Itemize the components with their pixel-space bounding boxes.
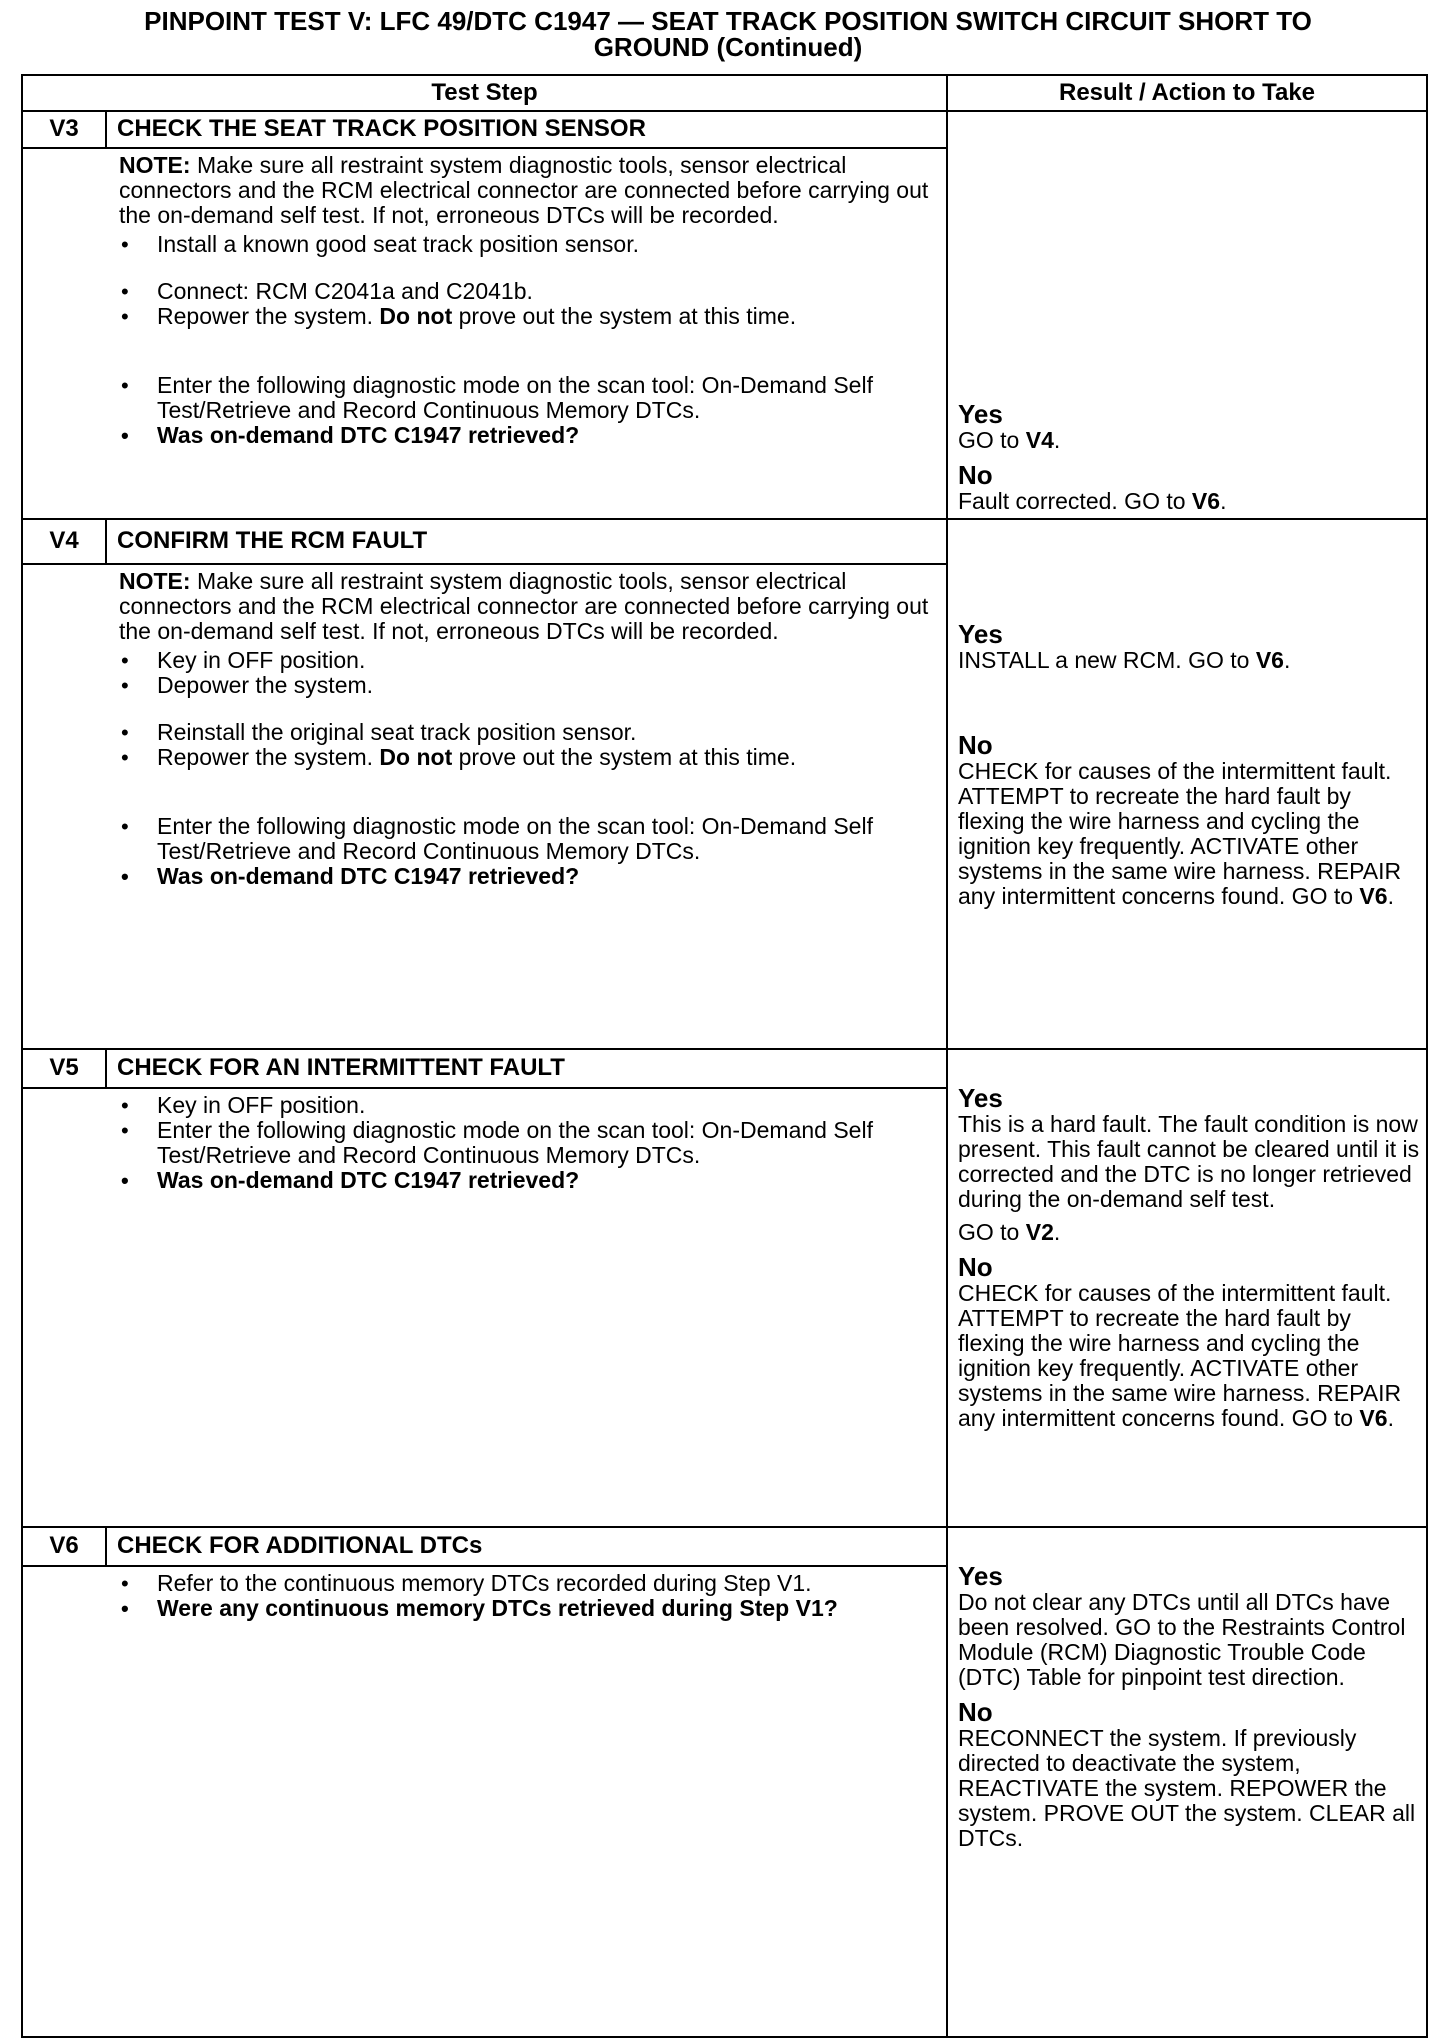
result-v3 <box>947 111 1427 519</box>
step-heading-v6: CHECK FOR ADDITIONAL DTCs <box>106 1527 947 1566</box>
step-id-v5: V5 <box>22 1049 106 1088</box>
result-yes-text: This is a hard fault. The fault condition is now present. This fault cannot be cleared until it is corrected and the DTC is no longer retrieved during the on-demand self test. <box>958 1111 1420 1212</box>
result-v5 <box>947 1049 1427 1527</box>
result-no-label: No <box>958 460 993 490</box>
step-v6-heading-row <box>22 1527 1427 1566</box>
note-v3: NOTE: Make sure all restraint system diagnostic tools, sensor electrical connectors and the RCM electrical connector are connected before carrying out the on-demand self test. If not, erroneous DTCs will be recorded. <box>119 151 929 228</box>
list-item: • Depower the system. <box>119 673 934 698</box>
step-heading-v4: CONFIRM THE RCM FAULT <box>106 519 947 564</box>
list-item: • Enter the following diagnostic mode on the scan tool: On-Demand Self Test/Retrieve and Record Continuous Memory DTCs. <box>119 1118 934 1168</box>
step-v4-heading-row <box>22 519 1427 564</box>
result-yes-text: GO to V4. <box>958 427 1061 453</box>
result-no-label: No <box>958 1697 993 1727</box>
step-body-v6 <box>22 1566 947 2037</box>
list-item: • Repower the system. Do not prove out the system at this time. <box>119 304 934 329</box>
result-yes-label: Yes <box>958 399 1003 429</box>
list-item: • Enter the following diagnostic mode on the scan tool: On-Demand Self Test/Retrieve and Record Continuous Memory DTCs. <box>119 814 934 864</box>
result-yes-text: INSTALL a new RCM. GO to V6. <box>958 647 1291 673</box>
list-item-question: • Was on-demand DTC C1947 retrieved? <box>119 423 934 448</box>
list-item: • Enter the following diagnostic mode on the scan tool: On-Demand Self Test/Retrieve and Record Continuous Memory DTCs. <box>119 373 934 423</box>
step-id-v3: V3 <box>22 111 106 148</box>
result-yes-label: Yes <box>958 619 1003 649</box>
result-yes-goto: GO to V2. <box>958 1219 1061 1245</box>
step-body-v5 <box>22 1088 947 1527</box>
result-v4 <box>947 519 1427 1049</box>
result-yes-text: Do not clear any DTCs until all DTCs have been resolved. GO to the Restraints Control Module (RCM) Diagnostic Trouble Code (DTC) Table for pinpoint test direction. <box>958 1589 1406 1690</box>
page-title <box>20 8 1436 60</box>
note-v4: NOTE: Make sure all restraint system diagnostic tools, sensor electrical connectors and the RCM electrical connector are connected before carrying out the on-demand self test. If not, erroneous DTCs will be recorded. <box>119 567 929 644</box>
result-no-text: CHECK for causes of the intermittent fault. ATTEMPT to recreate the hard fault by flexing the wire harness and cycling the ignition key frequently. ACTIVATE other systems in the same wire harness. REPAIR any intermittent concerns found. GO to V6. <box>958 1280 1402 1431</box>
list-item: • Key in OFF position. <box>119 1093 934 1118</box>
pinpoint-test-table <box>21 74 1428 2038</box>
list-item-question: • Were any continuous memory DTCs retrieved during Step V1? <box>119 1596 934 1621</box>
list-item-question: • Was on-demand DTC C1947 retrieved? <box>119 864 934 889</box>
step-id-v4: V4 <box>22 519 106 564</box>
list-item: • Key in OFF position. <box>119 648 934 673</box>
step-v3-heading-row <box>22 111 1427 148</box>
header-result: Result / Action to Take <box>947 75 1427 111</box>
result-no-text: RECONNECT the system. If previously directed to deactivate the system, REACTIVATE the system. REPOWER the system. PROVE OUT the system. CLEAR all DTCs. <box>958 1725 1416 1851</box>
result-v6 <box>947 1527 1427 2037</box>
list-item: • Reinstall the original seat track position sensor. <box>119 720 934 745</box>
step-heading-v5: CHECK FOR AN INTERMITTENT FAULT <box>106 1049 947 1088</box>
title-line-2: GROUND (Continued) <box>593 32 863 62</box>
result-no-label: No <box>958 1252 993 1282</box>
list-item: • Repower the system. Do not prove out the system at this time. <box>119 745 934 770</box>
step-list-v3 <box>119 232 934 257</box>
result-no-label: No <box>958 730 993 760</box>
result-no-text: Fault corrected. GO to V6. <box>958 488 1227 514</box>
result-yes-label: Yes <box>958 1561 1003 1591</box>
list-item: • Install a known good seat track position sensor. <box>119 232 934 257</box>
step-heading-v3: CHECK THE SEAT TRACK POSITION SENSOR <box>106 111 947 148</box>
title-line-1: PINPOINT TEST V: LFC 49/DTC C1947 — SEAT TRACK POSITION SWITCH CIRCUIT SHORT TO <box>144 6 1312 36</box>
step-v5-heading-row <box>22 1049 1427 1088</box>
step-body-v4 <box>22 564 947 1049</box>
step-body-v3 <box>22 148 947 519</box>
list-item: • Refer to the continuous memory DTCs recorded during Step V1. <box>119 1571 934 1596</box>
list-item: • Connect: RCM C2041a and C2041b. <box>119 279 934 304</box>
table-header-row <box>22 75 1427 111</box>
step-id-v6: V6 <box>22 1527 106 1566</box>
result-no-text: CHECK for causes of the intermittent fault. ATTEMPT to recreate the hard fault by flexing the wire harness and cycling the ignition key frequently. ACTIVATE other systems in the same wire harness. REPAIR any intermittent concerns found. GO to V6. <box>958 758 1402 909</box>
list-item-question: • Was on-demand DTC C1947 retrieved? <box>119 1168 934 1193</box>
result-yes-label: Yes <box>958 1083 1003 1113</box>
header-test-step: Test Step <box>22 75 947 111</box>
